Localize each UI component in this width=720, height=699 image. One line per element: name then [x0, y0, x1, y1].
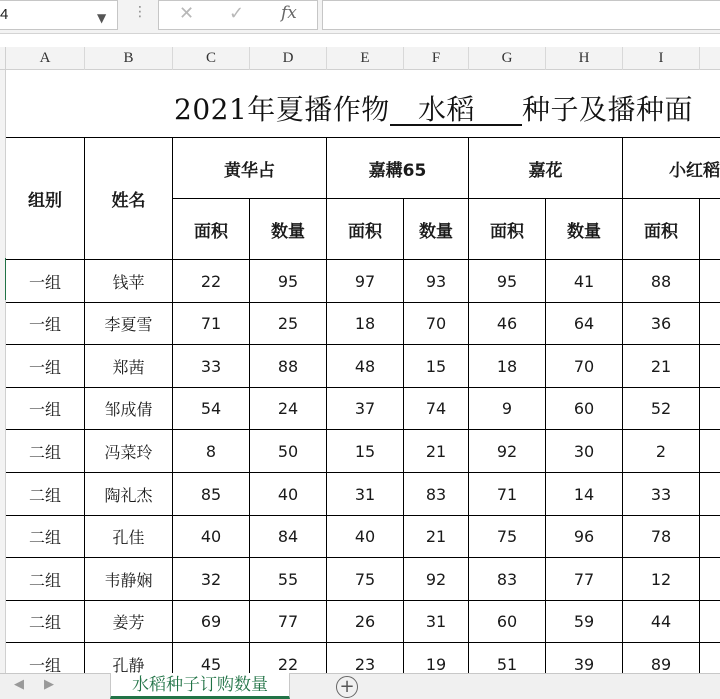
area-cell[interactable]: 46 — [469, 303, 546, 345]
group-cell[interactable]: 二组 — [6, 473, 85, 516]
area-cell[interactable]: 75 — [469, 516, 546, 558]
clipped-cell[interactable] — [700, 516, 720, 558]
quantity-cell[interactable]: 19 — [404, 643, 469, 673]
quantity-cell[interactable]: 25 — [250, 303, 327, 345]
area-cell[interactable]: 83 — [469, 558, 546, 601]
area-cell[interactable]: 85 — [173, 473, 250, 516]
quantity-cell[interactable]: 83 — [404, 473, 469, 516]
quantity-cell[interactable]: 88 — [250, 345, 327, 388]
clipped-cell[interactable] — [700, 430, 720, 473]
quantity-header[interactable]: 数量 — [250, 199, 327, 260]
column-header-f[interactable]: F — [404, 47, 469, 70]
quantity-cell[interactable]: 55 — [250, 558, 327, 601]
name-cell[interactable]: 邹成倩 — [85, 388, 173, 430]
area-cell[interactable]: 15 — [327, 430, 404, 473]
group-cell[interactable]: 一组 — [6, 303, 85, 345]
area-cell[interactable]: 21 — [623, 345, 700, 388]
variety-header[interactable]: 嘉花 — [469, 138, 623, 199]
column-header-i[interactable]: I — [623, 47, 700, 70]
cancel-icon[interactable]: ✕ — [179, 3, 195, 24]
area-cell[interactable]: 60 — [469, 601, 546, 643]
name-cell[interactable]: 冯菜玲 — [85, 430, 173, 473]
area-header[interactable]: 面积 — [623, 199, 700, 260]
clipped-cell[interactable] — [700, 643, 720, 673]
column-header-e[interactable]: E — [327, 47, 404, 70]
name-box-value: 4 — [0, 6, 9, 23]
chevron-down-icon[interactable]: ▼ — [97, 11, 107, 25]
area-cell[interactable]: 26 — [327, 601, 404, 643]
sheet-title — [174, 88, 693, 128]
enter-icon[interactable]: ✓ — [229, 3, 245, 24]
area-cell[interactable]: 37 — [327, 388, 404, 430]
column-header-b[interactable]: B — [85, 47, 173, 70]
quantity-header[interactable]: 数量 — [546, 199, 623, 260]
area-cell[interactable]: 52 — [623, 388, 700, 430]
clipped-cell[interactable] — [700, 601, 720, 643]
area-cell[interactable]: 51 — [469, 643, 546, 673]
area-cell[interactable]: 71 — [469, 473, 546, 516]
area-cell[interactable]: 69 — [173, 601, 250, 643]
area-cell[interactable]: 23 — [327, 643, 404, 673]
quantity-cell[interactable]: 39 — [546, 643, 623, 673]
sheet-tab-bar — [0, 673, 720, 699]
area-cell[interactable]: 71 — [173, 303, 250, 345]
area-cell[interactable]: 48 — [327, 345, 404, 388]
variety-header[interactable]: 嘉耩65 — [327, 138, 469, 199]
quantity-header[interactable]: 数量 — [404, 199, 469, 260]
clipped-cell[interactable] — [700, 473, 720, 516]
area-cell[interactable]: 2 — [623, 430, 700, 473]
drag-handle-icon[interactable]: ⋮ — [133, 4, 147, 20]
area-cell[interactable]: 78 — [623, 516, 700, 558]
group-cell[interactable]: 二组 — [6, 430, 85, 473]
quantity-cell[interactable]: 74 — [404, 388, 469, 430]
quantity-cell[interactable]: 77 — [546, 558, 623, 601]
quantity-cell[interactable]: 59 — [546, 601, 623, 643]
formula-buttons — [158, 0, 318, 30]
area-cell[interactable]: 12 — [623, 558, 700, 601]
quantity-cell[interactable]: 41 — [546, 260, 623, 303]
clipped-cell[interactable] — [700, 388, 720, 430]
clipped-cell[interactable] — [700, 303, 720, 345]
name-header[interactable]: 姓名 — [85, 138, 173, 260]
group-cell[interactable]: 一组 — [6, 643, 85, 673]
formula-input[interactable] — [322, 0, 720, 30]
quantity-cell[interactable]: 24 — [250, 388, 327, 430]
insert-function-icon[interactable]: fx — [281, 3, 297, 23]
area-cell[interactable]: 18 — [469, 345, 546, 388]
title-cell[interactable] — [6, 70, 720, 138]
quantity-cell[interactable]: 96 — [546, 516, 623, 558]
area-cell[interactable]: 22 — [173, 260, 250, 303]
name-cell[interactable]: 姜芳 — [85, 601, 173, 643]
group-header[interactable]: 组别 — [6, 138, 85, 260]
column-header-c[interactable]: C — [173, 47, 250, 70]
quantity-cell[interactable]: 14 — [546, 473, 623, 516]
column-header-a[interactable]: A — [6, 47, 85, 70]
area-cell[interactable]: 89 — [623, 643, 700, 673]
area-cell[interactable]: 9 — [469, 388, 546, 430]
quantity-cell[interactable]: 22 — [250, 643, 327, 673]
quantity-header-clipped[interactable] — [700, 199, 720, 260]
add-sheet-icon[interactable]: + — [336, 676, 358, 698]
area-cell[interactable]: 54 — [173, 388, 250, 430]
area-cell[interactable]: 75 — [327, 558, 404, 601]
name-cell[interactable]: 钱苹 — [85, 260, 173, 303]
column-header-row — [0, 47, 720, 70]
name-cell[interactable]: 韦静娴 — [85, 558, 173, 601]
quantity-cell[interactable]: 21 — [404, 516, 469, 558]
group-cell[interactable]: 二组 — [6, 558, 85, 601]
group-cell[interactable]: 一组 — [6, 388, 85, 430]
title-suffix: 种子及播种面 — [522, 93, 694, 126]
quantity-cell[interactable]: 15 — [404, 345, 469, 388]
quantity-cell[interactable]: 30 — [546, 430, 623, 473]
group-cell[interactable]: 一组 — [6, 345, 85, 388]
quantity-cell[interactable]: 84 — [250, 516, 327, 558]
name-cell[interactable]: 李夏雪 — [85, 303, 173, 345]
name-box[interactable] — [0, 0, 118, 30]
area-cell[interactable]: 97 — [327, 260, 404, 303]
quantity-cell[interactable]: 77 — [250, 601, 327, 643]
sheet-tab-active[interactable]: 水稻种子订购数量 — [110, 673, 290, 699]
quantity-cell[interactable]: 70 — [546, 345, 623, 388]
area-cell[interactable]: 32 — [173, 558, 250, 601]
area-cell[interactable]: 44 — [623, 601, 700, 643]
variety-header[interactable]: 黄华占 — [173, 138, 327, 199]
column-header-h[interactable]: H — [546, 47, 623, 70]
area-header[interactable]: 面积 — [173, 199, 250, 260]
area-cell[interactable]: 45 — [173, 643, 250, 673]
area-cell[interactable]: 33 — [623, 473, 700, 516]
area-header[interactable]: 面积 — [469, 199, 546, 260]
quantity-cell[interactable]: 40 — [250, 473, 327, 516]
column-header-g[interactable]: G — [469, 47, 546, 70]
name-cell[interactable]: 郑茜 — [85, 345, 173, 388]
name-cell[interactable]: 陶礼杰 — [85, 473, 173, 516]
group-cell[interactable]: 一组 — [6, 260, 85, 303]
area-cell[interactable]: 36 — [623, 303, 700, 345]
spreadsheet-grid — [6, 70, 720, 673]
scroll-tabs-left-icon[interactable]: ◀ — [14, 677, 24, 692]
area-cell[interactable]: 40 — [173, 516, 250, 558]
quantity-cell[interactable]: 92 — [404, 558, 469, 601]
area-cell[interactable]: 92 — [469, 430, 546, 473]
area-cell[interactable]: 33 — [173, 345, 250, 388]
area-cell[interactable]: 40 — [327, 516, 404, 558]
title-crop: 水稻 — [417, 93, 475, 126]
group-cell[interactable]: 二组 — [6, 601, 85, 643]
area-cell[interactable]: 8 — [173, 430, 250, 473]
name-cell[interactable]: 孔静 — [85, 643, 173, 673]
area-cell[interactable]: 18 — [327, 303, 404, 345]
title-crop-underlined — [390, 95, 522, 126]
formula-bar — [0, 0, 720, 34]
quantity-cell[interactable]: 50 — [250, 430, 327, 473]
group-cell[interactable]: 二组 — [6, 516, 85, 558]
quantity-cell[interactable]: 31 — [404, 601, 469, 643]
clipped-cell[interactable] — [700, 260, 720, 303]
area-cell[interactable]: 95 — [469, 260, 546, 303]
scroll-tabs-right-icon[interactable]: ▶ — [44, 677, 54, 692]
area-cell[interactable]: 88 — [623, 260, 700, 303]
clipped-cell[interactable] — [700, 345, 720, 388]
quantity-cell[interactable]: 64 — [546, 303, 623, 345]
quantity-cell[interactable]: 60 — [546, 388, 623, 430]
column-header-d[interactable]: D — [250, 47, 327, 70]
variety-header[interactable]: 小红稻 — [623, 138, 720, 199]
area-header[interactable]: 面积 — [327, 199, 404, 260]
quantity-cell[interactable]: 95 — [250, 260, 327, 303]
clipped-cell[interactable] — [700, 558, 720, 601]
title-prefix: 2021年夏播作物 — [174, 93, 390, 126]
quantity-cell[interactable]: 70 — [404, 303, 469, 345]
quantity-cell[interactable]: 93 — [404, 260, 469, 303]
quantity-cell[interactable]: 21 — [404, 430, 469, 473]
area-cell[interactable]: 31 — [327, 473, 404, 516]
name-cell[interactable]: 孔佳 — [85, 516, 173, 558]
